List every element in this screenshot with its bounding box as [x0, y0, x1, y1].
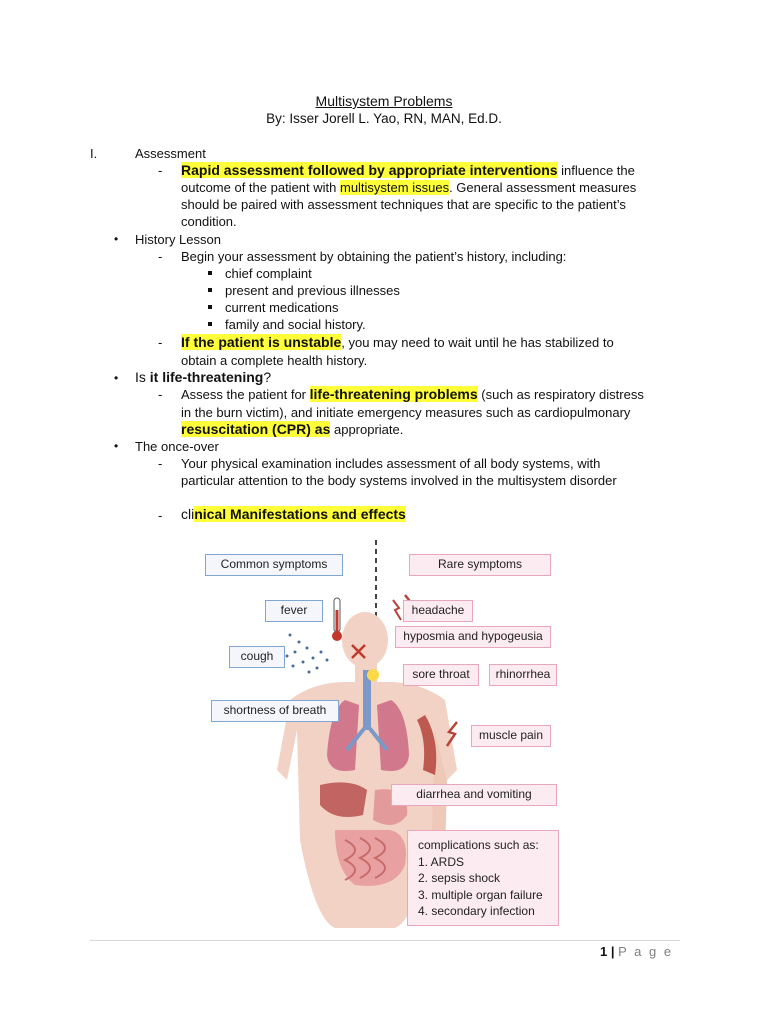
- onceover-line2: particular attention to the body systems involved in the multisystem disorder: [181, 473, 617, 488]
- section-heading: Assessment: [135, 146, 206, 161]
- symptom-cough: cough: [229, 646, 285, 668]
- unstable-line2: obtain a complete health history.: [181, 353, 368, 368]
- square-bullet: [208, 322, 212, 326]
- onceover-line1: Your physical examination includes assessment of all body systems, with: [181, 456, 601, 471]
- symptom-hyposmia: hyposmia and hypogeusia: [395, 626, 551, 648]
- complication-item: 1. ARDS: [418, 854, 465, 869]
- section-numeral: I.: [90, 146, 98, 161]
- page-footer: [600, 944, 673, 959]
- life-line3: resuscitation (CPR) as appropriate.: [181, 421, 404, 437]
- footer-divider: [90, 940, 680, 941]
- dash-marker: -: [158, 387, 163, 402]
- history-heading: History Lesson: [135, 232, 221, 247]
- history-item: current medications: [225, 300, 339, 315]
- dash-marker: -: [158, 335, 163, 350]
- clinical-heading: clinical Manifestations and effects: [181, 506, 406, 522]
- symptom-headache: headache: [403, 600, 473, 622]
- square-bullet: [208, 305, 212, 309]
- page-label: P a g e: [618, 944, 674, 959]
- page-separator: |: [610, 944, 615, 959]
- assessment-para-line2: outcome of the patient with multisystem issues. General assessment measures: [181, 180, 637, 195]
- history-item: family and social history.: [225, 317, 366, 332]
- assessment-para-line1: Rapid assessment followed by appropriate interventions influence the: [181, 162, 635, 178]
- onceover-heading: The once-over: [135, 439, 219, 454]
- document-title: Multisystem Problems: [315, 93, 453, 109]
- bullet-dot: •: [114, 371, 119, 385]
- page-number: 1: [600, 944, 608, 959]
- symptom-shortness-of-breath: shortness of breath: [211, 700, 339, 722]
- complication-item: 4. secondary infection: [418, 904, 535, 918]
- dash-marker: -: [158, 163, 163, 178]
- life-line2: in the burn victim), and initiate emergency measures such as cardiopulmonary: [181, 405, 631, 420]
- complication-item: 2. sepsis shock: [418, 871, 501, 885]
- life-heading: Is it life-threatening?: [135, 369, 272, 385]
- dash-marker: -: [158, 456, 163, 471]
- symptom-diarrhea-vomiting: diarrhea and vomiting: [391, 784, 557, 806]
- complication-item: 3. multiple organ failure: [418, 887, 543, 902]
- document-author: By: Isser Jorell L. Yao, RN, MAN, Ed.D.: [266, 111, 502, 126]
- common-symptoms-header: Common symptoms: [205, 554, 343, 576]
- symptoms-infographic: [195, 540, 575, 930]
- history-intro: Begin your assessment by obtaining the patient’s history, including:: [181, 249, 567, 264]
- complications-box: [407, 830, 559, 926]
- symptom-rhinorrhea: rhinorrhea: [489, 664, 557, 686]
- history-item: present and previous illnesses: [225, 283, 400, 298]
- history-item: chief complaint: [225, 266, 312, 281]
- life-line1: Assess the patient for life-threatening problems (such as respiratory distress: [181, 386, 644, 402]
- assessment-para-line3: should be paired with assessment techniques that are specific to the patient’s: [181, 197, 626, 212]
- rare-symptoms-header: Rare symptoms: [409, 554, 551, 576]
- symptom-fever: fever: [265, 600, 323, 622]
- assessment-para-line4: condition.: [181, 214, 237, 229]
- bullet-dot: •: [114, 439, 119, 453]
- complications-title: complications such as:: [418, 838, 539, 852]
- square-bullet: [208, 271, 212, 275]
- square-bullet: [208, 288, 212, 292]
- symptom-sore-throat: sore throat: [403, 664, 479, 686]
- bullet-dot: •: [114, 232, 119, 246]
- unstable-line1: If the patient is unstable, you may need to wait until he has stabilized to: [181, 334, 614, 350]
- symptom-muscle-pain: muscle pain: [471, 725, 551, 747]
- dash-marker: -: [158, 508, 163, 523]
- dash-marker: -: [158, 249, 163, 264]
